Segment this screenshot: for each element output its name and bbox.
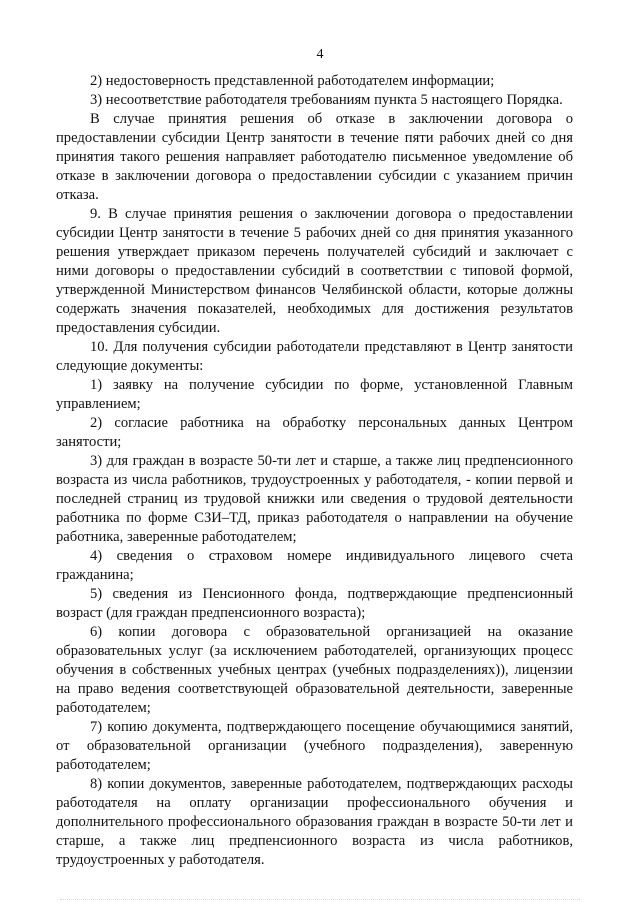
paragraph-clause-9: 9. В случае принятия решения о заключении договора о предоставлении субсидии Центр занятости в течение 5 рабочих дней со дня принятия указанного решения утверждает приказом перечень получателей субсидий и заключает с ними договоры о предоставлении субсидий в соответствии с типовой формой, утвержденной Министерством финансов Челябинской области, которые должны содержать значения показателей, необходимых для достижения результатов предоставления субсидии. (56, 206, 573, 336)
paragraph-item-3: 3) несоответствие работодателя требованиям пункта 5 настоящего Порядка. (90, 92, 563, 108)
list-item-8: 8) копии документов, заверенные работодателем, подтверждающих расходы работодателя на оплату организации профессионального обучения и дополнительного профессионального образования граждан в возрасте 50-ти лет и старше, а также лиц предпенсионного возраста из числа работников, трудоустроенных у работодателя. (56, 776, 573, 868)
list-item-2: 2) согласие работника на обработку персональных данных Центром занятости; (56, 415, 573, 450)
paragraph-clause-10: 10. Для получения субсидии работодатели представляют в Центр занятости следующие документы: (56, 339, 573, 374)
list-item-4: 4) сведения о страховом номере индивидуального лицевого счета гражданина; (56, 548, 573, 583)
list-item-5: 5) сведения из Пенсионного фонда, подтверждающие предпенсионный возраст (для граждан предпенсионного возраста); (56, 586, 573, 621)
list-item-7: 7) копию документа, подтверждающего посещение обучающимися занятий, от образовательной организации (учебного подразделения), заверенную работодателем; (56, 719, 573, 773)
list-item-3: 3) для граждан в возрасте 50-ти лет и старше, а также лиц предпенсионного возраста из числа работников, трудоустроенных у работодателя, - копии первой и последней страниц из трудовой книжки или сведения о трудовой деятельности работника по форме СЗИ–ТД, приказ работодателя о направлении на обучение работника, заверенные работодателем; (56, 453, 573, 545)
list-item-1: 1) заявку на получение субсидии по форме, установленной Главным управлением; (56, 377, 573, 412)
scan-artifact-line (60, 899, 580, 902)
paragraph-item-2: 2) недостоверность представленной работодателем информации; (90, 73, 495, 89)
list-item-6: 6) копии договора с образовательной организацией на оказание образовательных услуг (за исключением работодателей, организующих процесс обучения в собственных учебных центрах (учебных подразделениях)), лицензии на право ведения соответствующей образовательной деятельности, заверенные работодателем; (56, 624, 573, 716)
page-number: 4 (316, 47, 324, 62)
document-body (56, 72, 573, 870)
paragraph-refusal-notice: В случае принятия решения об отказе в заключении договора о предоставлении субсидии Центр занятости в течение пяти рабочих дней со дня принятия такого решения направляет работодателю письменное уведомление об отказе в заключении договора о предоставлении субсидии с указанием причин отказа. (56, 111, 573, 203)
